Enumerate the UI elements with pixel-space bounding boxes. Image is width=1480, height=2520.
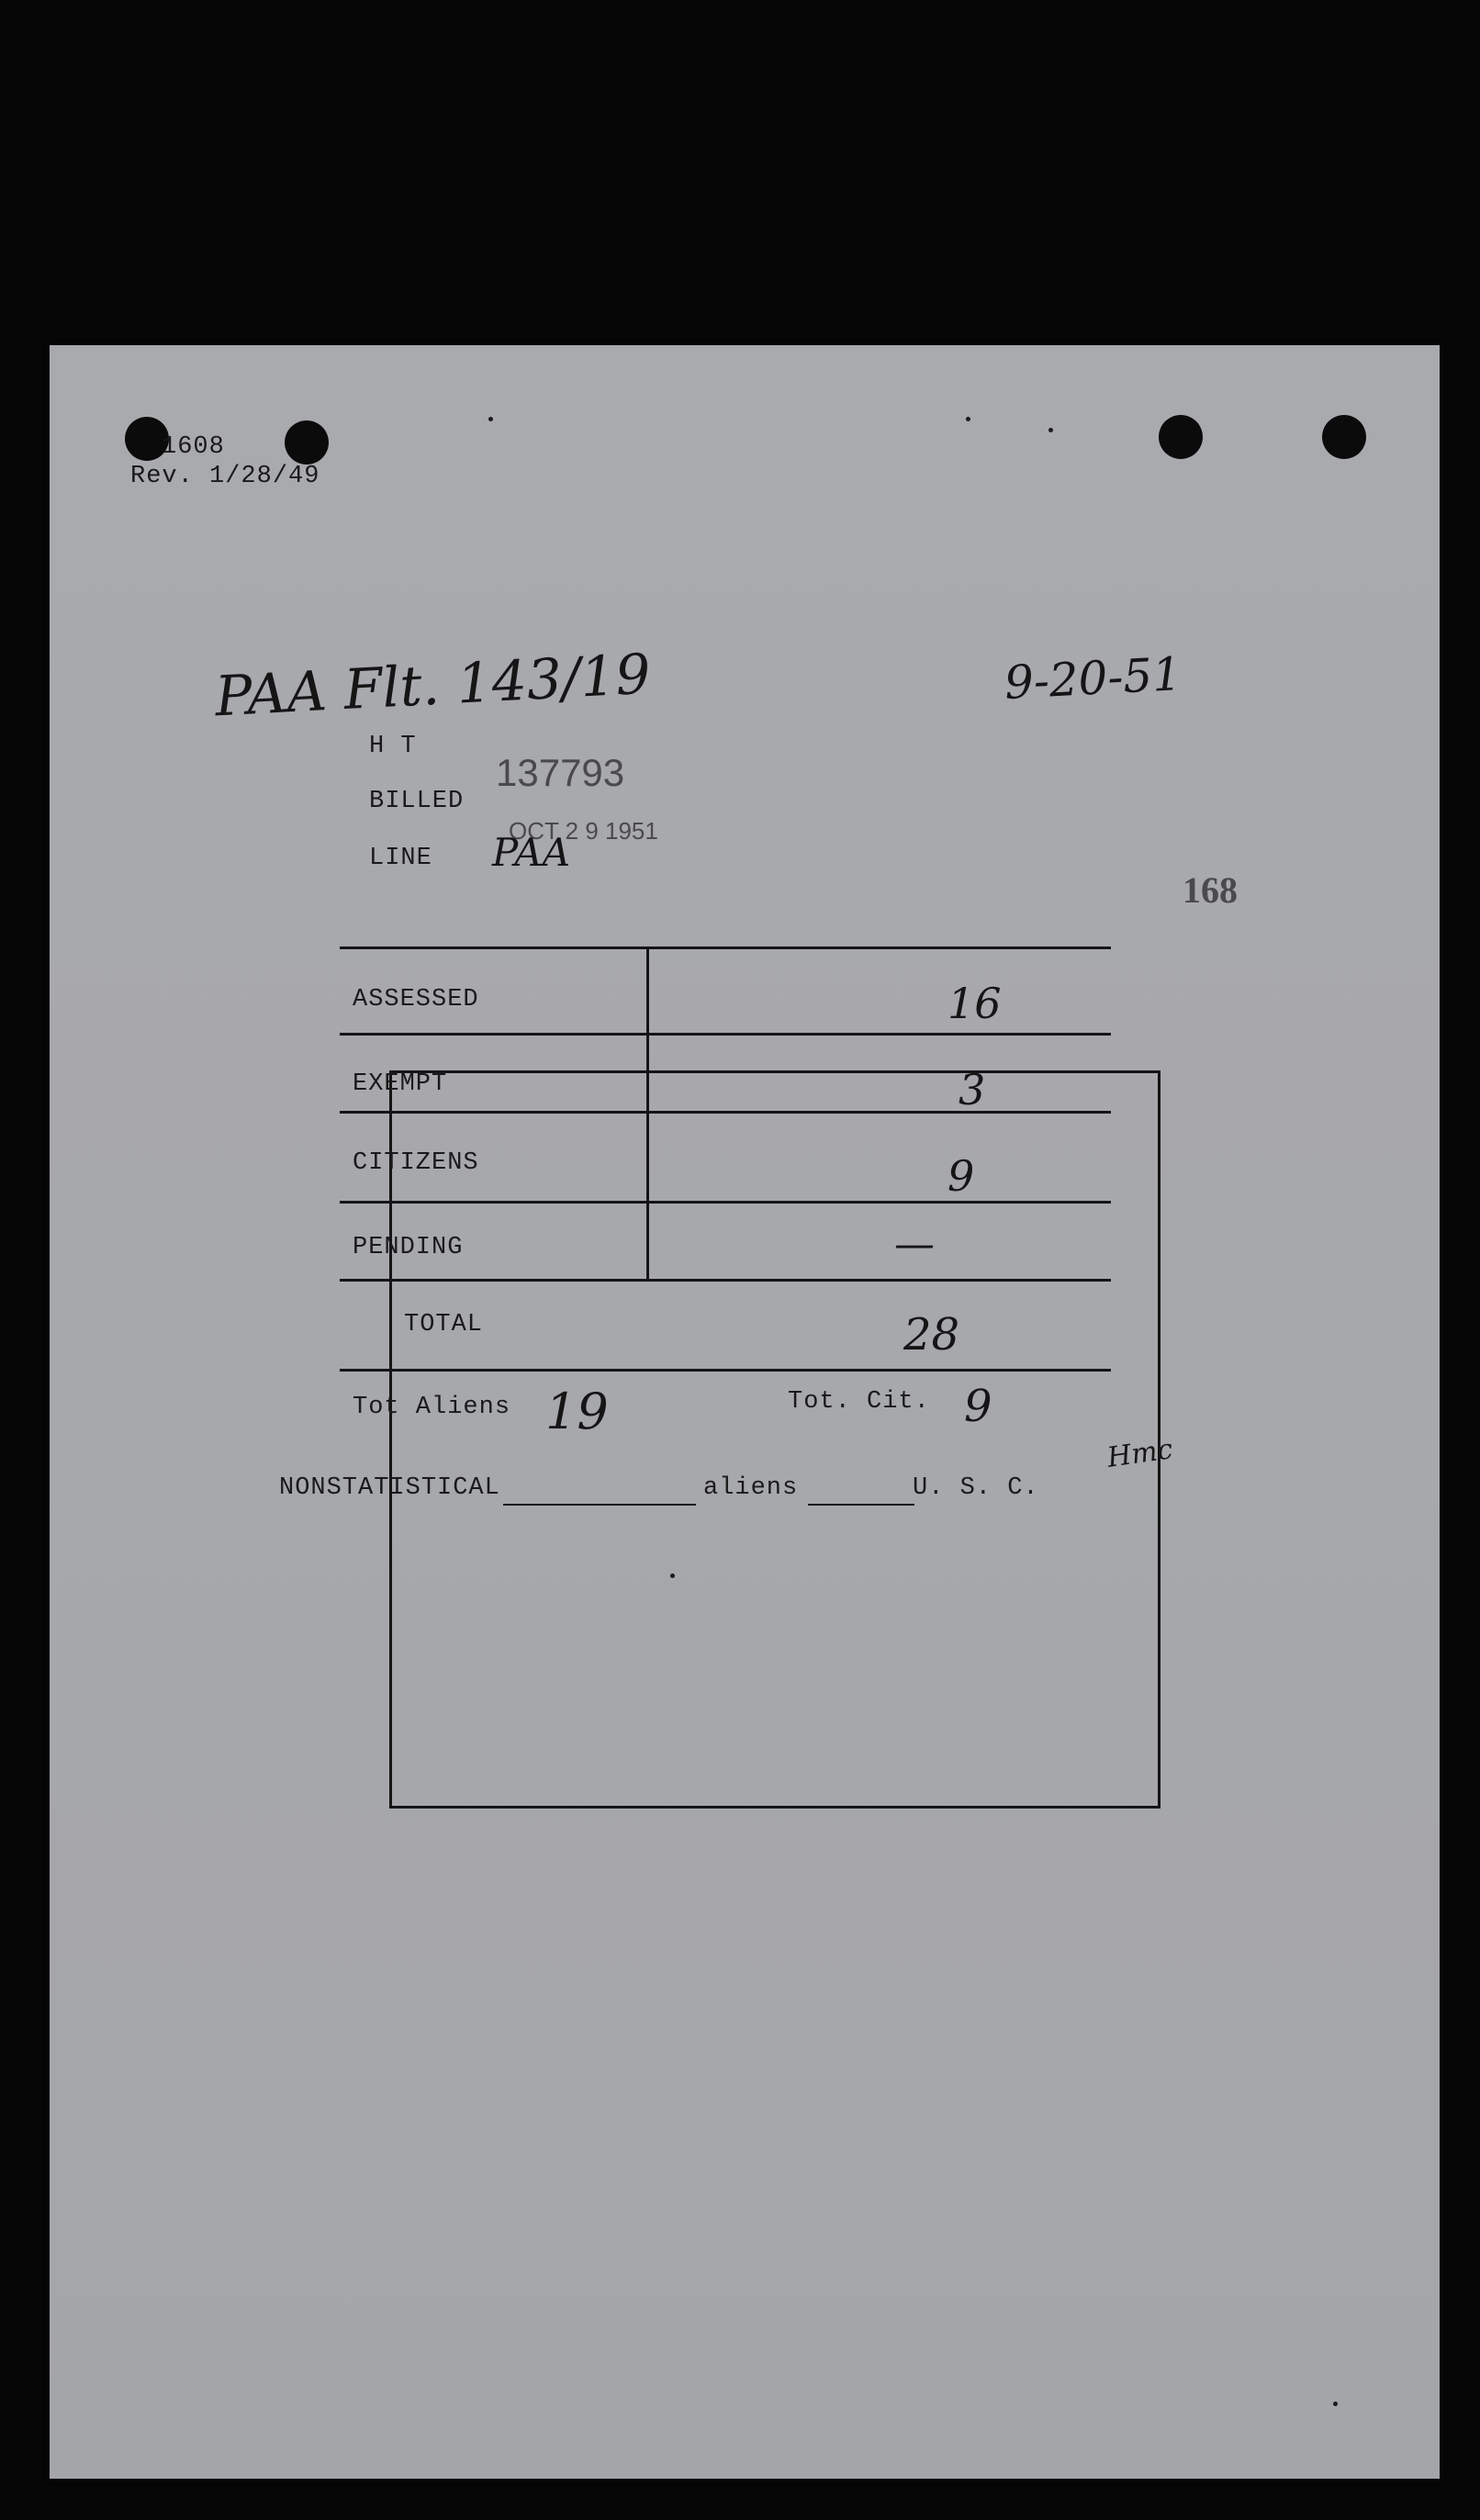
pending-label: PENDING xyxy=(353,1234,464,1261)
exempt-value: 3 xyxy=(959,1065,986,1114)
row-divider xyxy=(340,1279,1111,1282)
ht-label: H T xyxy=(369,733,417,760)
punch-hole xyxy=(285,420,329,465)
usc-label: U. S. C. xyxy=(913,1474,1039,1502)
row-divider xyxy=(340,946,1111,949)
nonstatistical-blank xyxy=(503,1504,696,1506)
tot-cit-label: Tot. Cit. xyxy=(788,1388,930,1416)
nonstatistical-label: NONSTATISTICAL xyxy=(279,1474,500,1502)
assessed-value: 16 xyxy=(947,979,1002,1028)
row-divider xyxy=(340,1201,1111,1204)
citizens-value: 9 xyxy=(947,1151,975,1201)
speck xyxy=(966,417,970,421)
total-value: 28 xyxy=(903,1309,960,1361)
line-value-handwritten: PAA xyxy=(492,830,571,875)
assessed-label: ASSESSED xyxy=(353,986,479,1014)
aliens-blank xyxy=(808,1504,914,1506)
aliens-label: aliens xyxy=(703,1474,799,1502)
exempt-label: EXEMPT xyxy=(353,1070,448,1098)
pending-value: — xyxy=(894,1221,935,1268)
revision-date: Rev. 1/28/49 xyxy=(130,463,320,490)
initials-handwritten: Hmc xyxy=(1104,1433,1175,1474)
billed-date-stamp: OCT 2 9 1951 xyxy=(509,817,658,845)
speck xyxy=(1048,428,1053,432)
form-box xyxy=(389,1070,1160,1809)
punch-hole xyxy=(1159,415,1203,459)
date-handwritten: 9-20-51 xyxy=(1003,646,1183,711)
page-number-stamp: 168 xyxy=(1183,869,1238,911)
speck xyxy=(1333,2402,1338,2406)
tot-aliens-value: 19 xyxy=(545,1383,609,1440)
flight-handwritten: PAA Flt. 143/19 xyxy=(213,642,653,730)
punch-hole xyxy=(1322,415,1366,459)
billed-number-stamp: 137793 xyxy=(496,751,625,794)
column-divider xyxy=(646,946,649,1279)
total-label: TOTAL xyxy=(404,1311,484,1338)
document-sheet xyxy=(50,345,1440,2479)
row-divider xyxy=(340,1369,1111,1372)
tot-aliens-label: Tot Aliens xyxy=(353,1394,511,1421)
speck xyxy=(488,417,493,421)
row-divider xyxy=(340,1111,1111,1114)
billed-label: BILLED xyxy=(369,788,465,815)
form-number: 1608 xyxy=(162,433,225,461)
tot-cit-value: 9 xyxy=(964,1381,992,1432)
row-divider xyxy=(340,1033,1111,1036)
citizens-label: CITIZENS xyxy=(353,1149,479,1177)
line-label: LINE xyxy=(369,845,432,872)
